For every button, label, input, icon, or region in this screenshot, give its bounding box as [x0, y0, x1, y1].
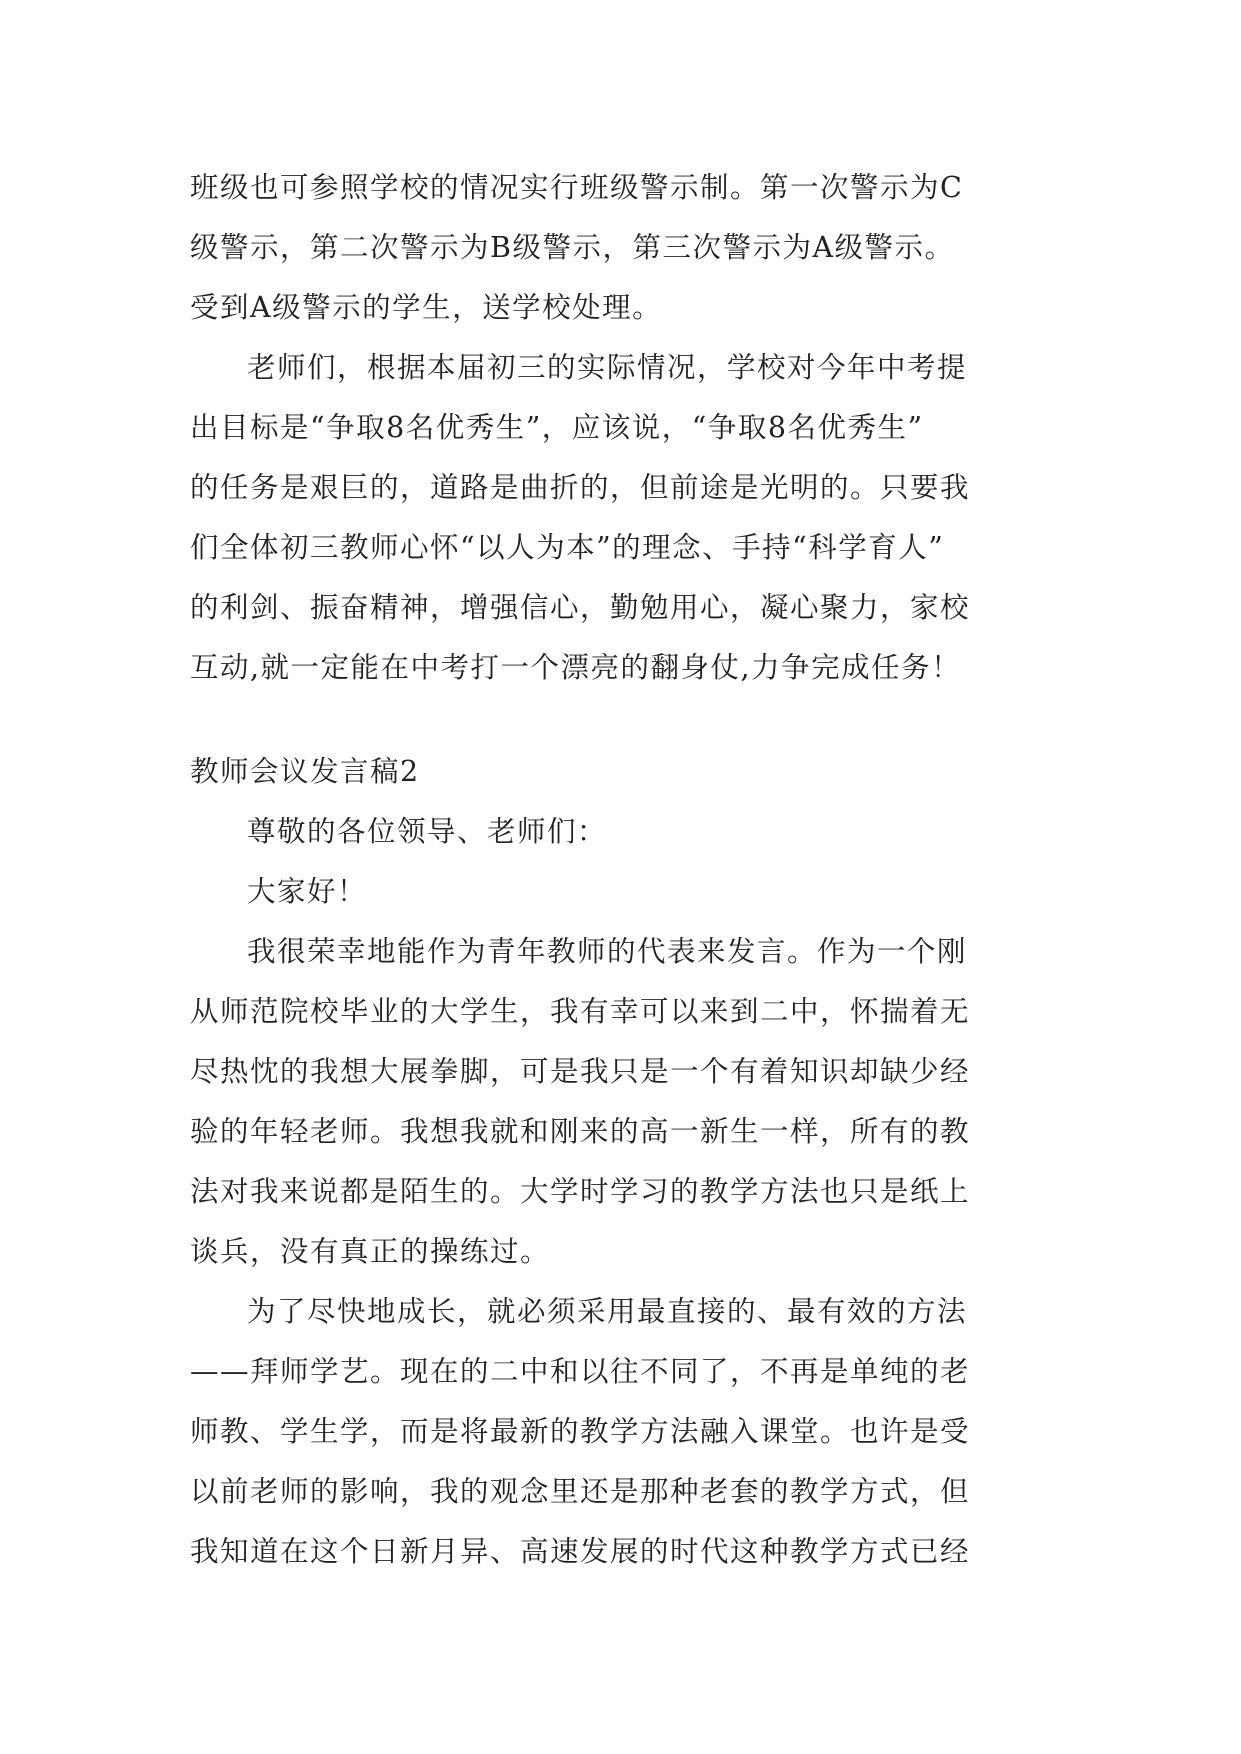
text-line: 的利剑、振奋精神，增强信心，勤勉用心，凝心聚力，家校	[190, 591, 971, 624]
text-line: 从师范院校毕业的大学生，我有幸可以来到二中，怀揣着无	[190, 995, 971, 1028]
text-line: 出目标是“争取8名优秀生”，应该说，“争取8名优秀生”	[190, 411, 924, 444]
text-line: ——拜师学艺。现在的二中和以往不同了，不再是单纯的老	[190, 1355, 971, 1388]
text-line: 验的年轻老师。我想我就和刚来的高一新生一样，所有的教	[190, 1115, 971, 1148]
text-line: 我知道在这个日新月异、高速发展的时代这种教学方式已经	[190, 1535, 971, 1568]
text-line: 谈兵，没有真正的操练过。	[190, 1235, 551, 1268]
greeting-line	[190, 802, 1050, 862]
text-line: 的任务是艰巨的，道路是曲折的，但前途是光明的。只要我	[190, 471, 971, 504]
text-line: 们全体初三教师心怀“以人为本”的理念、手持“科学育人”	[190, 531, 945, 564]
document-body	[190, 158, 1050, 1582]
text-line: 尽热忱的我想大展拳脚，可是我只是一个有着知识却缺少经	[190, 1055, 971, 1088]
text-line: 法对我来说都是陌生的。大学时学习的教学方法也只是纸上	[190, 1175, 971, 1208]
text-line: 受到A级警示的学生，送学校处理。	[190, 291, 663, 324]
text-line: 大家好！	[247, 875, 368, 908]
section-spacer	[190, 698, 1050, 742]
text-line: 师教、学生学，而是将最新的教学方法融入课堂。也许是受	[190, 1415, 971, 1448]
text-line: 老师们，根据本届初三的实际情况，学校对今年中考提	[247, 351, 968, 384]
hello-line	[190, 862, 1050, 922]
text-line: 为了尽快地成长，就必须采用最直接的、最有效的方法	[247, 1295, 968, 1328]
section-heading: 教师会议发言稿2	[190, 755, 420, 788]
text-line: 班级也可参照学校的情况实行班级警示制。第一次警示为C	[190, 171, 964, 204]
paragraph-warning-system	[190, 158, 1050, 338]
text-line: 以前老师的影响，我的观念里还是那种老套的教学方式，但	[190, 1475, 971, 1508]
text-line: 我很荣幸地能作为青年教师的代表来发言。作为一个刚	[247, 935, 968, 968]
paragraph-exam-goal	[190, 338, 1050, 698]
text-line: 级警示，第二次警示为B级警示，第三次警示为A级警示。	[190, 231, 955, 264]
paragraph-apprenticeship	[190, 1282, 1050, 1582]
text-line: 尊敬的各位领导、老师们：	[247, 815, 608, 848]
text-line: 互动,就一定能在中考打一个漂亮的翻身仗,力争完成任务！	[190, 651, 962, 684]
paragraph-young-teacher	[190, 922, 1050, 1282]
